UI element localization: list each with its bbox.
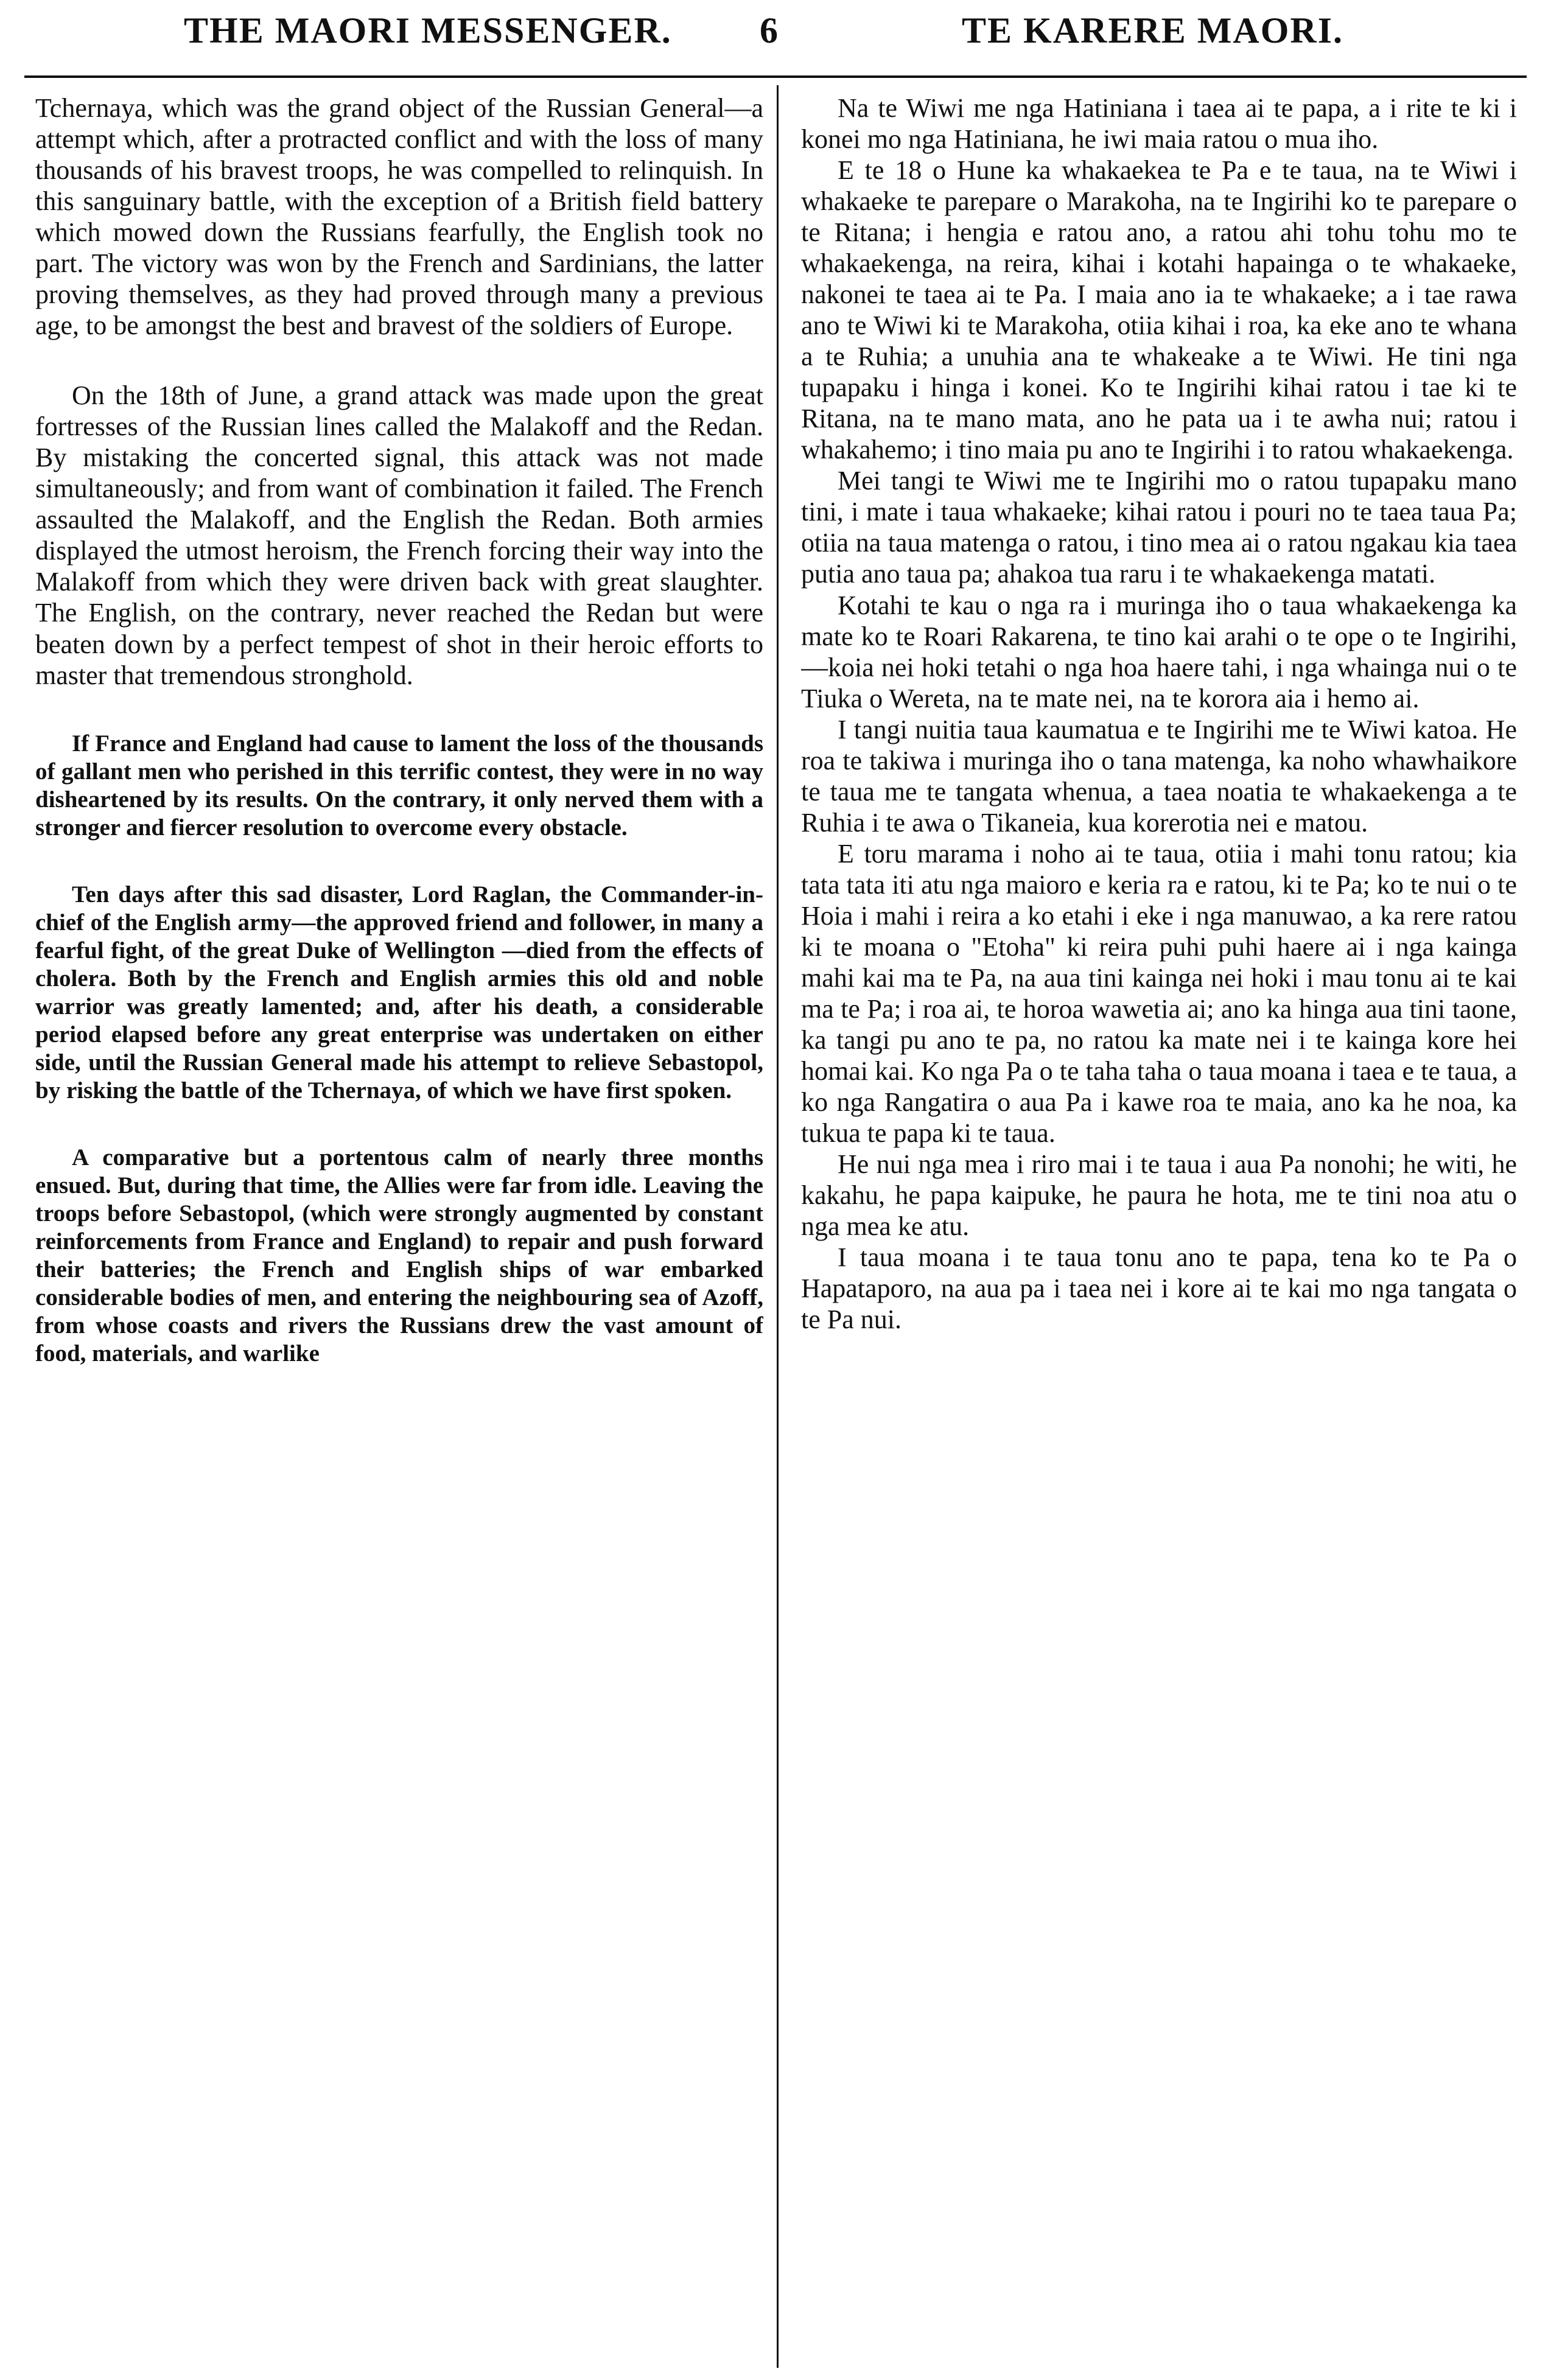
english-paragraph-3: If France and England had cause to lament the loss of the thousands of gallant men who perished in this terrific contest, they were in no way disheartened by its results. On the contrary, it only nerved them with a stronger and fiercer resolution to overcome every obstacle.	[35, 730, 763, 841]
maori-paragraph-4: Kotahi te kau o nga ra i muringa iho o taua whakaekenga ka mate ko te Roari Rakarena, te tino kai arahi o te ope o te Ingirihi, —koia nei hoki tetahi o nga hoa haere tahi, i nga whainga nui o te Tiuka o Wereta, na te mate nei, na te korora aia i hemo ai.	[801, 590, 1517, 713]
english-paragraph-2: On the 18th of June, a grand attack was made upon the great fortresses of the Russian lines called the Malakoff and the Redan. By mistaking the concerted signal, this attack was not made simultaneously; and from want of combination it failed. The French assaulted the Malakoff, and the English the Redan. Both armies displayed the utmost heroism, the French forcing their way into the Malakoff from which they were driven back with great slaughter. The English, on the contrary, never reached the Redan but were beaten down by a perfect tempest of shot in their heroic efforts to master that tremendous stronghold.	[35, 380, 763, 690]
english-paragraph-1: Tchernaya, which was the grand object of the Russian General—a attempt which, after a protracted conflict and with the loss of many thousands of his bravest troops, he was compelled to relinquish. In this sanguinary battle, with the exception of a British field battery which mowed down the Russians fearfully, the English took no part. The victory was won by the French and Sardinians, the latter proving themselves, as they had proved through many a previous age, to be amongst the best and bravest of the soldiers of Europe.	[35, 93, 763, 341]
maori-paragraph-6: E toru marama i noho ai te taua, otiia i mahi tonu ratou; kia tata tata iti atu nga maioro e keria ra e ratou, ki te Pa; ko te nui o te Hoia i mahi i reira a ko etahi i eke i nga manuwao, a ka rere ratou ki te moana o "Etoha" ki reira puhi puhi haere ai i nga kainga mahi kai ma te Pa, na aua tini kainga nei hoki i mau tonu ai te kai ma te Pa; i roa ai, te horoa wawetia ai; ano ka hinga aua tini taone, ka tangi pu ano te pa, no ratou ka mate nei i te kainga kore hei homai kai. Ko nga Pa o te taha taha o taua moana i taea e te taua, a ko nga Rangatira o aua Pa i kawe roa te maia, ano ka he noa, ka tukua te papa ki te taua.	[801, 838, 1517, 1149]
english-column	[35, 93, 763, 2363]
maori-paragraph-3: Mei tangi te Wiwi me te Ingirihi mo o ratou tupapaku mano tini, i mate i taua whakaeke; kihai ratou i pouri no te taea taua Pa; otiia na taua matenga o ratou, i tino mea ai o ratou ngakau kia taea putia ano taua pa; ahakoa tua raru i te whakaekenga matati.	[801, 466, 1517, 589]
newspaper-page	[24, 0, 1527, 2380]
english-paragraph-5: A comparative but a portentous calm of nearly three months ensued. But, during that time, the Allies were far from idle. Leaving the troops before Sebastopol, (which were strongly augmented by constant reinforcements from France and England) to repair and push forward their batteries; the French and English ships of war embarked considerable bodies of men, and entering the neighbouring sea of Azoff, from whose coasts and rivers the Russians drew the vast amount of food, materials, and warlike	[35, 1144, 763, 1367]
page-number: 6	[760, 10, 779, 51]
maori-paragraph-7: He nui nga mea i riro mai i te taua i aua Pa nonohi; he witi, he kakahu, he papa kaipuke, he paura he hota, me te tini noa atu o nga mea ke atu.	[801, 1149, 1517, 1242]
maori-paragraph-8: I taua moana i te taua tonu ano te papa, tena ko te Pa o Hapataporo, na aua pa i taea nei i kore ai te kai mo nga tangata o te Pa nui.	[801, 1242, 1517, 1335]
maori-paragraph-2: E te 18 o Hune ka whakaekea te Pa e te taua, na te Wiwi i whakaeke te parepare o Marakoha, na te Ingirihi ko te parepare o te Ritana; i hengia e ratou ano, a ratou ahi tohu tohu mo te whakaekenga, na reira, kihai i kotahi hapainga o te whakaeke, nakonei te taea ai te Pa. I maia ano ia te whakaeke; a i tae rawa ano te Wiwi ki te Marakoha, otiia kihai i roa, ka eke ano te whana a te Ruhia; a unuhia ana te whakeake a te Wiwi. He tini nga tupapaku i hinga i konei. Ko te Ingirihi kihai ratou i tae ki te Ritana, na te mano mata, ano he pata ua i te awha nui; ratou i whakahemo; i tino maia pu ano te Ingirihi i to ratou whakaekenga.	[801, 155, 1517, 465]
masthead-maori-title: TE KARERE MAORI.	[962, 10, 1344, 51]
maori-paragraph-1: Na te Wiwi me nga Hatiniana i taea ai te papa, a i rite te ki i konei mo nga Hatiniana, he iwi maia ratou o mua iho.	[801, 93, 1517, 155]
column-divider	[777, 85, 779, 2368]
masthead-rule	[24, 75, 1527, 78]
masthead	[24, 4, 1527, 71]
masthead-english-title: THE MAORI MESSENGER.	[184, 10, 672, 51]
english-paragraph-4: Ten days after this sad disaster, Lord Raglan, the Commander-in-chief of the English army—the approved friend and follower, in many a fearful fight, of the great Duke of Wellington —died from the effects of cholera. Both by the French and English armies this old and noble warrior was greatly lamented; and, after his death, a considerable period elapsed before any great enterprise was undertaken on either side, until the Russian General made his attempt to relieve Sebastopol, by risking the battle of the Tchernaya, of which we have first spoken.	[35, 881, 763, 1104]
maori-column	[801, 93, 1517, 2363]
maori-paragraph-5: I tangi nuitia taua kaumatua e te Ingirihi me te Wiwi katoa. He roa te takiwa i muringa iho o tana matenga, ka noho whawhaikore te taua me te tangata whenua, a taea noatia te whakaekenga a te Ruhia i te awa o Tikaneia, kua korerotia nei e matou.	[801, 714, 1517, 838]
